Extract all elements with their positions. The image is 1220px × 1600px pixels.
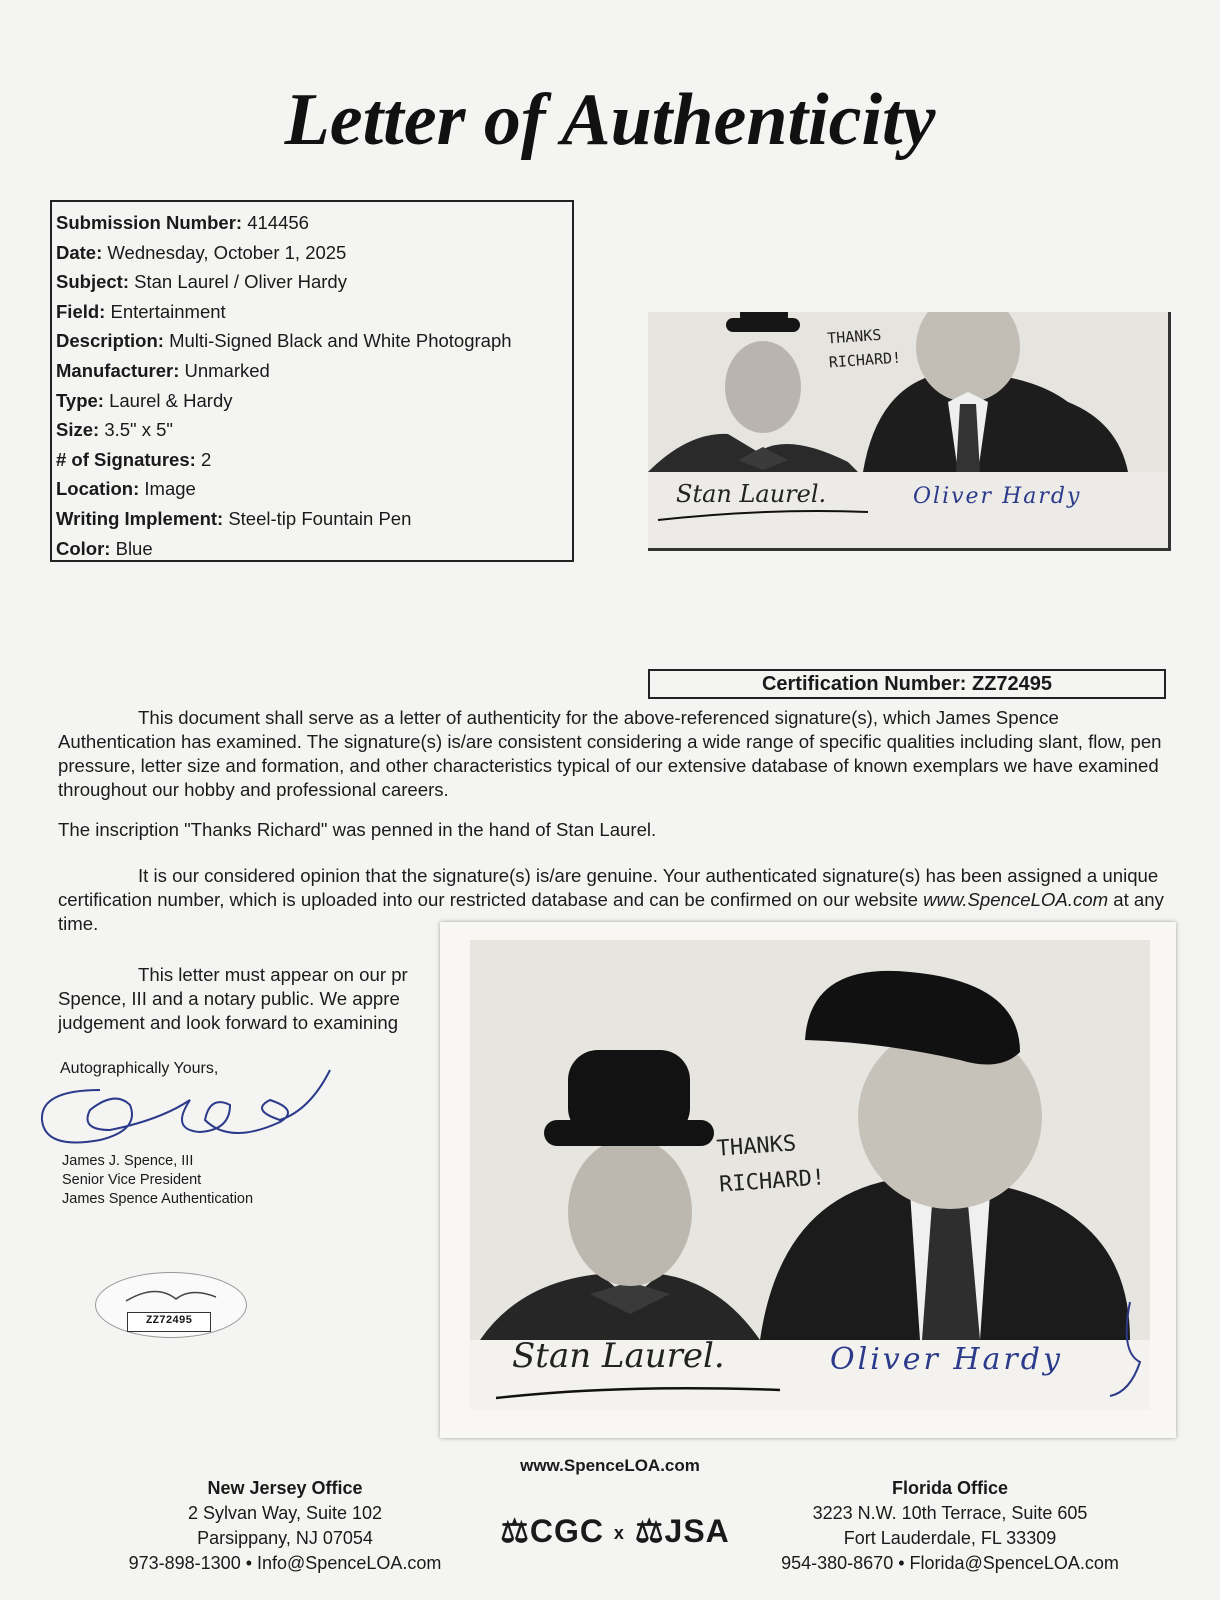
cgc-logo-icon: ⚖	[500, 1513, 530, 1549]
detail-row	[56, 386, 572, 416]
signer-company: James Spence Authentication	[62, 1191, 254, 1207]
detail-value: 414456	[247, 212, 309, 233]
signer-block	[62, 1152, 253, 1209]
detail-row	[56, 267, 572, 297]
detail-value: Wednesday, October 1, 2025	[107, 241, 347, 263]
detail-row	[56, 445, 572, 475]
detail-value: Steel-tip Fountain Pen	[228, 507, 412, 529]
detail-label: Subject:	[56, 271, 129, 293]
signer-name: James J. Spence, III	[62, 1153, 194, 1169]
page-title: Letter of Authenticity	[284, 79, 936, 161]
details-box	[50, 200, 574, 562]
photo-signature-laurel: Stan Laurel.	[512, 1336, 725, 1376]
body-paragraph-4-line	[58, 987, 458, 1011]
office-new-jersey	[60, 1476, 510, 1576]
body-website: www.SpenceLOA.com	[923, 889, 1109, 910]
certification-number: Certification Number: ZZ72495	[648, 669, 1166, 699]
detail-label: Manufacturer:	[56, 359, 180, 381]
office-nj-address-2: Parsippany, NJ 07054	[197, 1528, 373, 1548]
detail-value: Entertainment	[110, 300, 226, 322]
detail-row	[56, 534, 572, 564]
detail-label: Field:	[56, 300, 106, 322]
closing: Autographically Yours,	[60, 1060, 219, 1077]
detail-label: Size:	[56, 419, 100, 441]
detail-label: Writing Implement:	[56, 507, 224, 529]
body-paragraph-3-end: at any time.	[58, 889, 1164, 934]
office-fl-address-1: 3223 N.W. 10th Terrace, Suite 605	[812, 1503, 1088, 1523]
photo-thumbnail	[648, 312, 1171, 551]
thumb-inscription	[826, 322, 901, 375]
photo-inscription-line1: THANKS	[715, 1131, 798, 1162]
body-paragraph-2: The inscription "Thanks Richard" was penned in the hand of Stan Laurel.	[58, 819, 657, 840]
jsa-logo-icon: ⚖	[634, 1513, 665, 1549]
detail-value: Multi-Signed Black and White Photograph	[169, 330, 512, 352]
photo-inscription-line2: RICHARD!	[718, 1165, 826, 1198]
thumb-signature-hardy: Oliver Hardy	[913, 484, 1082, 509]
photo-thumbnail-image	[648, 312, 1168, 548]
brand-logo	[470, 1512, 760, 1550]
body-paragraph-3-text: It is our considered opinion that the signature(s) is/are genuine. Your authenticated signature(s) has been assigned a unique certification number, which is uploaded into our restricted database and can be confirmed on our website	[58, 865, 1159, 910]
hologram-number: ZZ72495	[127, 1312, 211, 1332]
office-fl-address-2: Fort Lauderdale, FL 33309	[843, 1528, 1057, 1548]
detail-label: Type:	[56, 389, 104, 411]
signed-photograph	[440, 922, 1176, 1438]
detail-label: Submission Number:	[56, 212, 243, 233]
footer-website[interactable]: www.SpenceLOA.com	[520, 1456, 700, 1475]
detail-label: # of Signatures:	[56, 448, 196, 470]
office-nj-address-1: 2 Sylvan Way, Suite 102	[187, 1503, 383, 1523]
detail-row	[56, 474, 572, 504]
detail-row	[56, 326, 572, 356]
detail-row	[56, 208, 572, 238]
body-paragraph-1-text: This document shall serve as a letter of authenticity for the above-referenced signature(s), which James Spence Authentication has examined. The signature(s) is/are consistent considering a wide range of specific qualities including slant, flow, pen pressure, letter size and formation, and other characteristics typical of our extensive database of known exemplars we have examined throughout our hobby and professional careers.	[58, 707, 1162, 800]
detail-label: Color:	[56, 537, 111, 559]
thumb-inscription-line2: RICHARD!	[828, 348, 902, 372]
detail-row	[56, 297, 572, 327]
detail-label: Date:	[56, 241, 103, 263]
office-fl-name: Florida Office	[891, 1478, 1008, 1498]
body-paragraph-4-line-1: This letter must appear on our pr	[138, 964, 408, 985]
brand-cgc: CGC	[529, 1513, 605, 1549]
detail-value: 3.5" x 5"	[104, 419, 173, 441]
detail-row	[56, 504, 572, 534]
brand-jsa: JSA	[664, 1513, 730, 1549]
body-paragraph-4-line	[58, 1011, 458, 1035]
detail-value: Blue	[115, 537, 153, 559]
office-florida	[740, 1476, 1160, 1576]
body-paragraph-4	[58, 963, 458, 1035]
office-nj-name: New Jersey Office	[207, 1478, 363, 1498]
signer-title: Senior Vice President	[62, 1172, 202, 1188]
body-paragraph-4-line-3: judgement and look forward to examining	[58, 1012, 399, 1033]
detail-value: 2	[200, 448, 212, 470]
body-paragraph-4-line	[58, 963, 458, 987]
detail-value: Image	[144, 478, 196, 500]
detail-label: Description:	[56, 330, 164, 352]
brand-x: x	[613, 1523, 625, 1544]
body-paragraph-4-line-2: Spence, III and a notary public. We appre	[58, 988, 400, 1009]
handwritten-signature	[30, 1050, 340, 1160]
office-nj-contact[interactable]: 973-898-1300 • Info@SpenceLOA.com	[128, 1553, 442, 1573]
thumb-signature-laurel: Stan Laurel.	[676, 480, 827, 508]
body-paragraph-1	[58, 706, 1168, 802]
office-fl-contact[interactable]: 954-380-8670 • Florida@SpenceLOA.com	[781, 1553, 1119, 1573]
photo-inscription	[716, 1124, 827, 1203]
thumb-inscription-line1: THANKS	[826, 325, 882, 348]
detail-row	[56, 415, 572, 445]
detail-row	[56, 356, 572, 386]
detail-row	[56, 238, 572, 268]
detail-value: Stan Laurel / Oliver Hardy	[134, 271, 347, 293]
detail-value: Laurel & Hardy	[109, 389, 233, 411]
photo-signature-hardy: Oliver Hardy	[830, 1342, 1063, 1377]
detail-value: Unmarked	[184, 359, 270, 381]
detail-label: Location:	[56, 478, 140, 500]
